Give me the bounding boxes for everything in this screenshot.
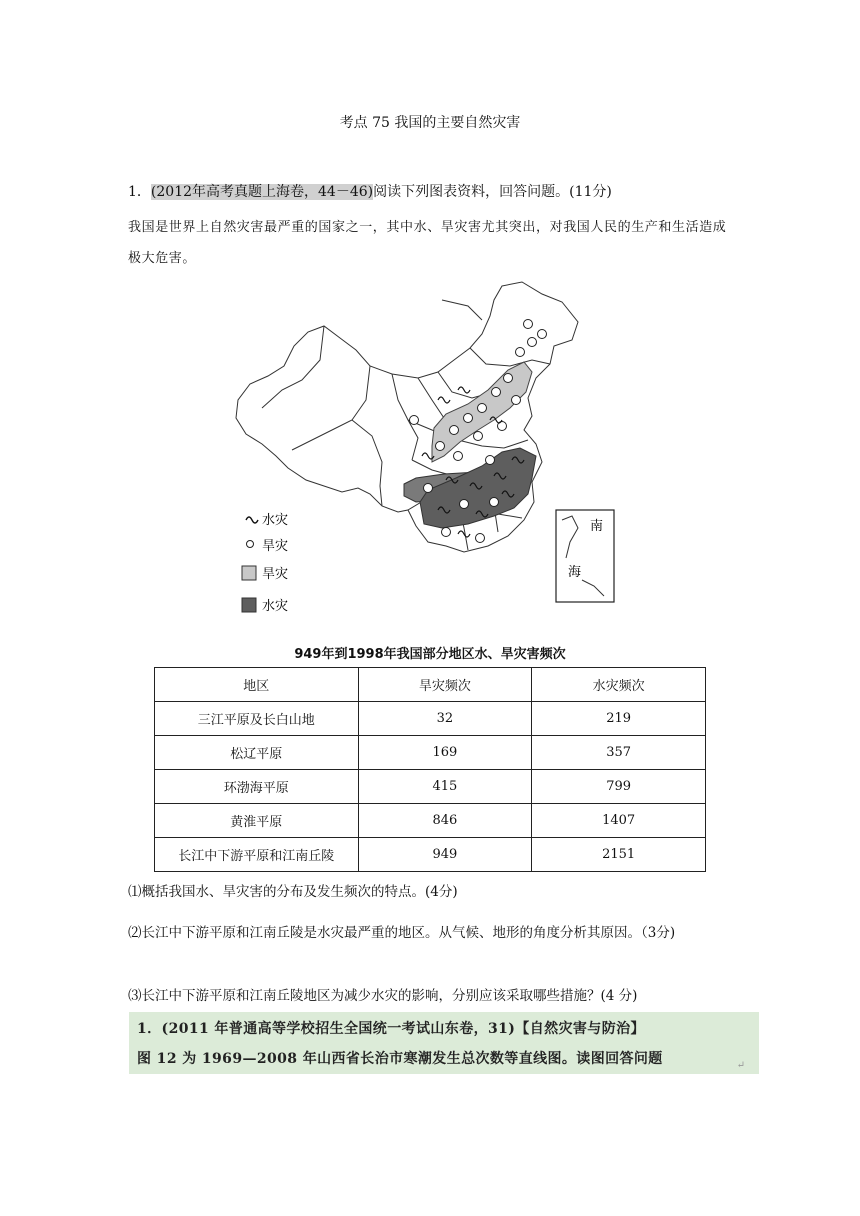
return-mark: ↵ bbox=[736, 1060, 745, 1071]
table-cell: 长江中下游平原和江南丘陵 bbox=[155, 838, 359, 872]
inset-label-top: 南 bbox=[590, 519, 604, 534]
drought-symbol-icon bbox=[247, 541, 254, 548]
flood-symbol-icon bbox=[246, 517, 258, 523]
sub-question-3: ⑶长江中下游平原和江南丘陵地区为减少水灾的影响，分别应该采取哪些措施？(4 分) bbox=[128, 988, 638, 1004]
table-row bbox=[155, 770, 706, 804]
table-cell: 357 bbox=[532, 736, 706, 770]
drought-area-icon bbox=[242, 566, 256, 580]
question-number: 1． bbox=[128, 184, 151, 200]
legend-drought-area: 旱灾 bbox=[262, 567, 289, 582]
table-cell: 169 bbox=[358, 736, 532, 770]
table-cell: 949 bbox=[358, 838, 532, 872]
table-header: 旱灾频次 bbox=[358, 668, 532, 702]
inset-label-bottom: 海 bbox=[568, 565, 582, 580]
table-cell: 846 bbox=[358, 804, 532, 838]
table-header: 水灾频次 bbox=[532, 668, 706, 702]
table-caption: 949年到1998年我国部分地区水、旱灾害频次 bbox=[294, 647, 566, 662]
question-prompt: 阅读下列图表资料，回答问题。(11分) bbox=[373, 184, 612, 200]
legend-drought-symbol: 旱灾 bbox=[262, 539, 289, 554]
table-cell: 三江平原及长白山地 bbox=[155, 702, 359, 736]
table-header-row bbox=[155, 668, 706, 702]
page-title: 考点 75 我国的主要自然灾害 bbox=[339, 115, 521, 131]
table-row bbox=[155, 702, 706, 736]
table-cell: 32 bbox=[358, 702, 532, 736]
china-disaster-map bbox=[232, 280, 622, 620]
question-1-header bbox=[128, 181, 612, 201]
table-row bbox=[155, 838, 706, 872]
table-cell: 799 bbox=[532, 770, 706, 804]
table-cell: 2151 bbox=[532, 838, 706, 872]
question-intro: 我国是世界上自然灾害最严重的国家之一，其中水、旱灾害尤其突出，对我国人民的生产和生活造成极大危害。 bbox=[128, 220, 727, 266]
legend-flood-symbol: 水灾 bbox=[262, 513, 289, 528]
south-sea-inset bbox=[556, 510, 614, 602]
flood-area-icon bbox=[242, 598, 256, 612]
table-row bbox=[155, 804, 706, 838]
question-source: (2012年高考真题上海卷，44－46) bbox=[150, 184, 374, 200]
table-cell: 219 bbox=[532, 702, 706, 736]
disaster-frequency-table bbox=[154, 667, 706, 872]
table-cell: 415 bbox=[358, 770, 532, 804]
table-header: 地区 bbox=[155, 668, 359, 702]
table-row bbox=[155, 736, 706, 770]
table-cell: 环渤海平原 bbox=[155, 770, 359, 804]
sub-question-1: ⑴概括我国水、旱灾害的分布及发生频次的特点。(4分) bbox=[128, 884, 458, 900]
next-question-banner bbox=[129, 1012, 759, 1074]
map-legend bbox=[242, 512, 288, 614]
sub-question-2: ⑵长江中下游平原和江南丘陵是水灾最严重的地区。从气候、地形的角度分析其原因。（3分) bbox=[128, 925, 676, 941]
banner-line-1: 1．(2011 年普通高等学校招生全国统一考试山东卷，31)【自然灾害与防治】 bbox=[137, 1021, 645, 1037]
table-cell: 黄淮平原 bbox=[155, 804, 359, 838]
legend-flood-area: 水灾 bbox=[262, 599, 289, 614]
banner-line-2: 图 12 为 1969—2008 年山西省长治市寒潮发生总次数等直线图。读图回答问题 bbox=[137, 1051, 663, 1067]
table-cell: 1407 bbox=[532, 804, 706, 838]
table-cell: 松辽平原 bbox=[155, 736, 359, 770]
